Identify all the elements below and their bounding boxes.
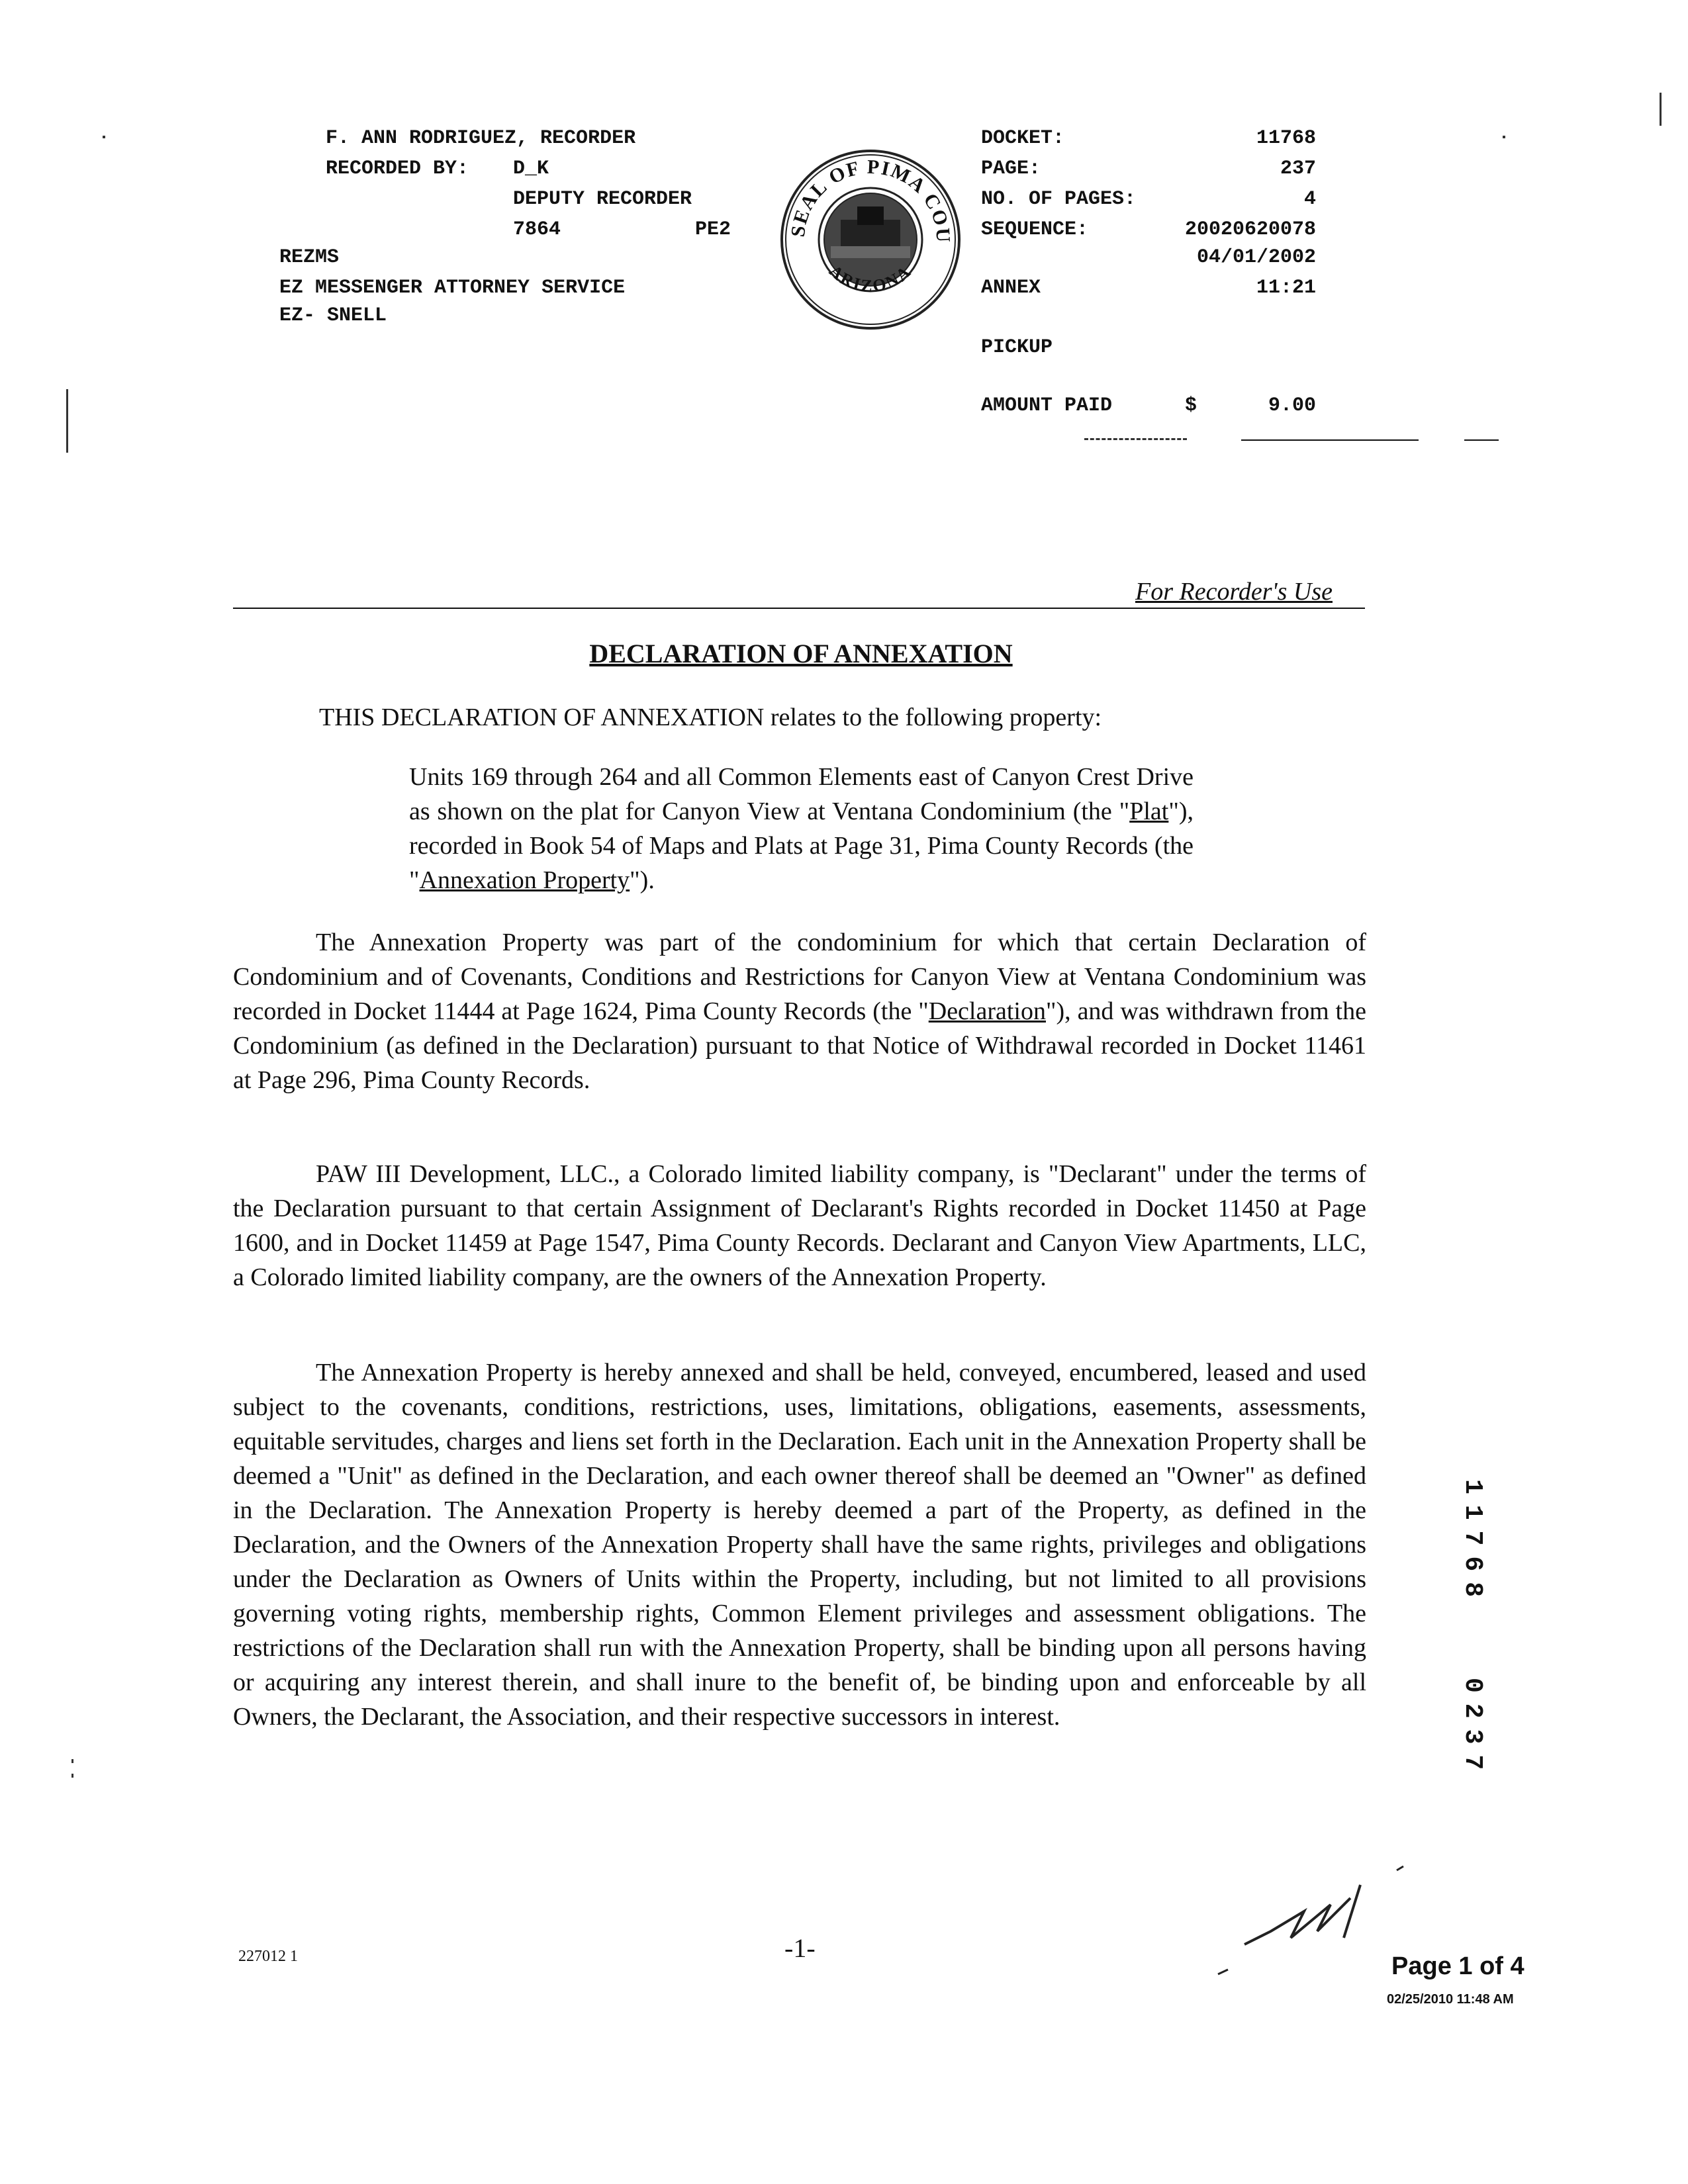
pages-value: 4 — [1303, 188, 1316, 210]
footer-page-number: -1- — [784, 1933, 816, 1963]
annexation-property-term: Annexation Property — [419, 866, 630, 894]
sequence-label: SEQUENCE: — [981, 218, 1089, 241]
margin-mark-right — [1660, 93, 1662, 126]
document-title: DECLARATION OF ANNEXATION — [589, 639, 1013, 668]
rezms-label: REZMS — [279, 246, 340, 269]
property-desc-text-2: "), recorded in Book 54 of Maps and Plats at Page 31, Pima County Records (the " — [409, 797, 1194, 894]
amount-underline-left — [1084, 438, 1187, 440]
footer-timestamp: 02/25/2010 11:48 AM — [1387, 1992, 1514, 2007]
ez-snell: EZ- SNELL — [279, 304, 387, 327]
record-time: 11:21 — [1256, 277, 1316, 299]
recorded-by-value: D_K — [513, 158, 549, 180]
annex-label: ANNEX — [981, 277, 1041, 299]
seal-bottom-text: ARIZONA — [825, 261, 915, 296]
margin-mark-lower-2 — [71, 1774, 73, 1778]
amount-label: AMOUNT PAID — [981, 394, 1113, 417]
margin-mark-lower — [71, 1759, 73, 1763]
recorder-name: F. ANN RODRIGUEZ, RECORDER — [326, 127, 636, 150]
recorded-by-label: RECORDED BY: — [326, 158, 469, 180]
footer-doc-number: 227012 1 — [238, 1948, 298, 1965]
margin-stamp-bottom: 0237 — [1458, 1678, 1487, 1781]
service-name: EZ MESSENGER ATTORNEY SERVICE — [279, 277, 626, 299]
amount-value: 9.00 — [1268, 394, 1316, 417]
currency-symbol: $ — [1185, 394, 1197, 417]
margin-dot-right — [1503, 136, 1505, 138]
deputy-recorder: DEPUTY RECORDER — [513, 188, 692, 210]
seal-top-text: SEAL OF PIMA COU — [786, 156, 955, 244]
pages-label: NO. OF PAGES: — [981, 188, 1137, 210]
declaration-term: Declaration — [928, 997, 1046, 1025]
footer-page-of: Page 1 of 4 — [1391, 1952, 1524, 1980]
margin-stamp-top: 11768 — [1458, 1479, 1487, 1608]
code-suffix: PE2 — [695, 218, 731, 241]
record-date: 04/01/2002 — [1196, 246, 1316, 269]
pickup-label: PICKUP — [981, 336, 1053, 359]
property-description — [409, 760, 1194, 897]
margin-stamp — [1453, 1479, 1493, 1797]
para1-text-1: The Annexation Property was part of the condominium for which that certain Declaration of Condominium and of Covenants, Conditions and Restrictions for Canyon View at Ventana Condominium was recorded in Docket 11444 at Page 1624, Pima County Records (the " — [233, 929, 1366, 1025]
paragraph-3: The Annexation Property is hereby annexed and shall be held, conveyed, encumbered, leased and used subject to the covenants, conditions, restrictions, uses, limitations, obligations, easements, assessments, equitable servitudes, charges and liens set forth in the Declaration. Each unit in the Annexation Property shall be deemed a "Unit" as defined in the Declaration, and each owner thereof shall be deemed an "Owner" as defined in the Declaration. The Annexation Property is hereby deemed a part of the Property, as defined in the Declaration, and the Owners of the Annexation Property shall have the same rights, privileges and obligations under the Declaration as Owners of Units within the Property, including, but not limited to all provisions governing voting rights, membership rights, Common Element privileges and assessment obligations. The restrictions of the Declaration shall run with the Annexation Property, shall be binding upon all persons having or acquiring any interest therein, and shall inure to the benefit of, be binding upon and enforceable by all Owners, the Declarant, the Association, and their respective successors in interest. — [233, 1359, 1366, 1731]
plat-term: Plat — [1129, 797, 1169, 825]
docket-label: DOCKET: — [981, 127, 1065, 150]
property-desc-text-3: "). — [630, 866, 655, 894]
sequence-value: 20020620078 — [1184, 218, 1316, 241]
paragraph-2: PAW III Development, LLC., a Colorado limited liability company, is "Declarant" under the terms of the Declaration pursuant to that certain Assignment of Declarant's Rights recorded in Docket 11450 at Page 1600, and in Docket 11459 at Page 1547, Pima County Records. Declarant and Canyon View Apartments, LLC, a Colorado limited liability company, are the owners of the Annexation Property. — [233, 1160, 1366, 1291]
docket-value: 11768 — [1256, 127, 1316, 150]
property-desc-text-1: Units 169 through 264 and all Common Elements east of Canyon Crest Drive as shown on the plat for Canyon View at Ventana Condominium (the " — [409, 763, 1194, 825]
county-seal — [778, 147, 963, 332]
for-recorders-use: For Recorder's Use — [1135, 578, 1333, 606]
page-label: PAGE: — [981, 158, 1041, 180]
code-number: 7864 — [513, 218, 561, 241]
seal-graphic — [778, 147, 963, 332]
margin-mark — [66, 389, 68, 453]
para1-text-2: "), and was withdrawn from the Condominium (as defined in the Declaration) pursuant to that Notice of Withdrawal recorded in Docket 11461 at Page 296, Pima County Records. — [233, 997, 1366, 1094]
paragraph-1 — [233, 925, 1366, 1097]
amount-underline-right — [1241, 439, 1419, 441]
page-value: 237 — [1280, 158, 1316, 180]
intro-line: THIS DECLARATION OF ANNEXATION relates to the following property: — [319, 704, 1102, 731]
margin-dot — [103, 136, 105, 138]
amount-underline-tick — [1464, 439, 1499, 441]
